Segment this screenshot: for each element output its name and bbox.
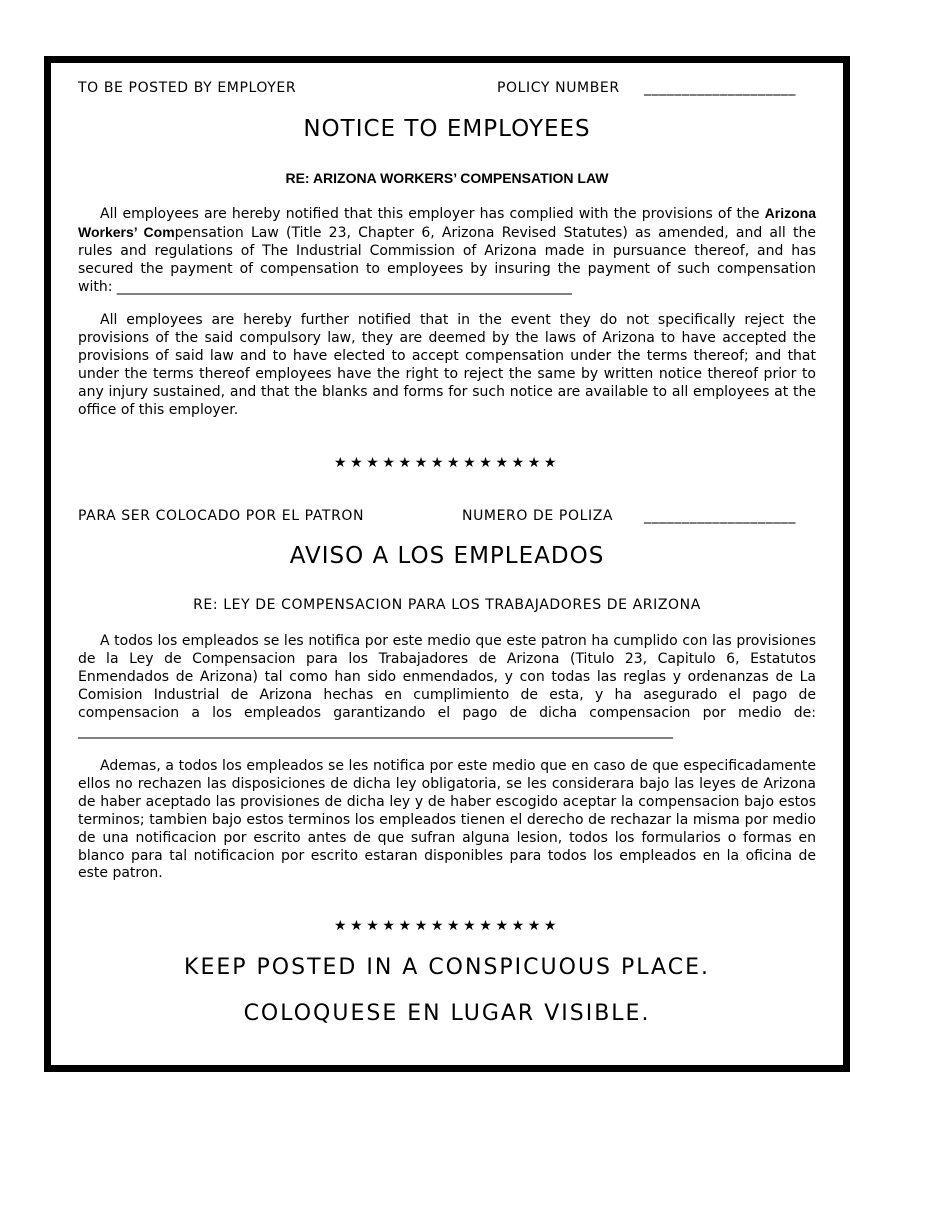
posted-by-label-es: PARA SER COLOCADO POR EL PATRON: [78, 508, 365, 524]
notice-title-es: AVISO A LOS EMPLEADOS: [289, 543, 605, 569]
footer-english: KEEP POSTED IN A CONSPICUOUS PLACE.: [184, 955, 710, 980]
english-paragraph-1: All employees are hereby notified that this employer has complied with the provisions of the Arizona Workers’ Compensation Law (Title 23, Chapter 6, Arizona Revised Statutes) as amended, and all the rules and regulations of The Industrial Commission of Arizona made in pursuance thereof, and has secured the payment of compensation to employees by insuring the payment of such compensation with: _________________________________________________________________: [78, 205, 816, 295]
policy-number-label: POLICY NUMBER: [497, 80, 620, 96]
footer-spanish: COLOQUESE EN LUGAR VISIBLE.: [243, 1001, 651, 1026]
notice-title: NOTICE TO EMPLOYEES: [303, 116, 591, 142]
posted-by-label: TO BE POSTED BY EMPLOYER: [78, 80, 297, 96]
policy-number-blank: ____________________: [644, 80, 796, 96]
star-divider-1: ★★★★★★★★★★★★★★: [333, 455, 561, 471]
english-header-row: [78, 80, 816, 96]
spanish-paragraph-1: A todos los empleados se les notifica por este medio que este patron ha cumplido con las provisiones de la Ley de Compensacion para los Trabajadores de Arizona (Titulo 23, Capitulo 6, Estatutos Enmendados de Arizona) tal como han sido enmendados, y con todas las reglas y ordenanzas de La Comision Industrial de Arizona hechas en cumplimiento de esta, y ha asegurado el pago de compensacion a los empleados garantizando el pago de dicha compensacion por medio de: _____________________________________________________________________________________: [78, 633, 816, 739]
star-divider-2: ★★★★★★★★★★★★★★: [333, 918, 561, 934]
spanish-header-row: [78, 508, 816, 524]
notice-subtitle-es: RE: LEY DE COMPENSACION PARA LOS TRABAJADORES DE ARIZONA: [193, 597, 701, 613]
spanish-paragraph-2: Ademas, a todos los empleados se les notifica por este medio que en caso de que especificadamente ellos no rechazen las disposiciones de dicha ley obligatoria, se les considerara bajo las leyes de Arizona de haber aceptado las provisiones de dicha ley y de haber escogido aceptar la compensacion bajo estos terminos; tambien bajo estos terminos los empleados tienen el derecho de rechazar la misma por medio de una notificacion por escrito antes de que sufran alguna lesion, todos los formularios o formas en blanco para tal notificacion por escrito estaran disponibles para todos los empleados en la oficina de este patron.: [78, 758, 816, 882]
notice-subtitle: RE: ARIZONA WORKERS’ COMPENSATION LAW: [285, 170, 609, 186]
english-paragraph-2: All employees are hereby further notified that in the event they do not specifically reject the provisions of the said compulsory law, they are deemed by the laws of Arizona to have accepted the provisions of said law and to have elected to accept compensation under the terms thereof; and that under the terms thereof employees have the right to reject the same by written notice thereof prior to any injury sustained, and that the blanks and forms for such notice are available to all employees at the office of this employer.: [78, 312, 816, 418]
policy-number-label-es: NUMERO DE POLIZA: [462, 508, 614, 524]
policy-number-blank-es: ____________________: [644, 508, 796, 524]
